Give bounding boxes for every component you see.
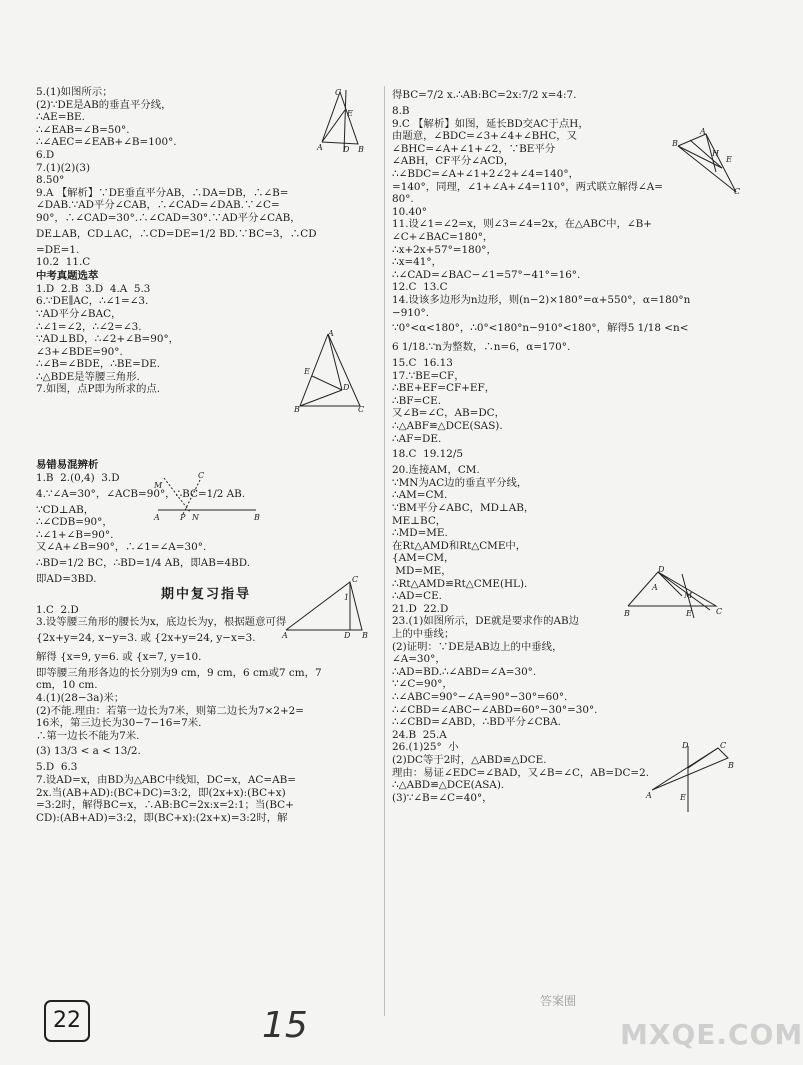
answer-line: ∴Rt△AMD≌Rt△CME(HL).	[392, 577, 528, 590]
svg-text:A: A	[652, 583, 658, 592]
figure-q5-triangle	[316, 86, 364, 156]
svg-text:D: D	[682, 741, 689, 750]
answer-line: 理由：易证∠EDC=∠BAD，又∠B=∠C，AB=DC=2.	[392, 766, 650, 779]
answer-line: ∵BM平分∠ABC，MD⊥AB，	[392, 502, 535, 515]
answer-line: ∴∠ABC=90°−∠A=90°−30°=60°.	[392, 690, 568, 703]
answer-line: ∠C+∠BAC=180°，	[392, 230, 494, 243]
svg-text:M: M	[154, 481, 163, 490]
page-number-badge: 22	[44, 1000, 90, 1042]
answer-line: 3.设等腰三角形的腰长为x，底边长为y，根据题意可得	[36, 616, 287, 629]
midterm-review-title: 期中复习指导	[160, 586, 251, 602]
svg-text:D: D	[658, 565, 665, 574]
answer-line: 又∠A+∠B=90°，∴∠1=∠A=30°.	[36, 541, 207, 554]
answer-line: ∴AD=BD.∴∠ABD=∠A=30°.	[392, 665, 537, 678]
answer-line: =DE=1.	[36, 243, 80, 256]
left-answer-column	[36, 86, 376, 824]
answer-line: 16米，第三边长为30−7−16=7米.	[36, 717, 202, 730]
answer-line: =3:2时，解得BC=x，∴AB:BC=2x:x=2:1；当(BC+	[36, 799, 294, 812]
figure-q7-point-p	[150, 468, 270, 524]
watermark-logo-text: 答案圈	[540, 994, 577, 1008]
svg-text:M: M	[684, 591, 693, 600]
svg-text:A: A	[646, 791, 652, 800]
answer-line: cm，10 cm.	[36, 679, 98, 692]
figure-q9-triangle	[670, 128, 740, 198]
answer-line: ∵CD⊥AB，	[36, 503, 95, 516]
answer-line: 即AD=3BD.	[36, 573, 97, 586]
answer-line: 4.∵∠A=30°，∠ACB=90°，∴BC=1/2 AB.	[36, 487, 246, 500]
svg-text:D: D	[344, 631, 351, 640]
svg-text:E: E	[726, 155, 732, 164]
answer-line: MD=ME，	[392, 565, 452, 577]
answer-line: 10.40°	[392, 205, 427, 218]
figure-right-triangle-cd	[282, 576, 372, 638]
svg-text:E: E	[304, 367, 310, 376]
answer-line: 26.(1)25° 小	[392, 741, 459, 754]
answer-line: ∵AD⊥BD，∴∠2+∠B=90°，	[36, 333, 180, 346]
handwritten-page-note: 15	[262, 1005, 308, 1046]
answer-line: ∴BE+EF=CF+EF，	[392, 382, 496, 395]
watermark: MXQE.COM	[620, 1018, 803, 1051]
svg-text:C: C	[734, 187, 741, 196]
answer-line: 2x.当(AB+AD):(BC+DC)=3:2，即(2x+x):(BC+x)	[36, 786, 286, 799]
answer-line: (2)证明：∵DE是AB边上的中垂线，	[392, 640, 563, 653]
answer-line: ∵0°<α<180°，∴0°<180°n−910°<180°，解得5 1/18 <n<	[392, 322, 689, 335]
answer-line: 9.C 【解析】如图，延长BD交AC于点H，	[392, 117, 589, 130]
answer-line: 上的中垂线；	[392, 627, 455, 640]
svg-text:B: B	[358, 145, 364, 154]
svg-text:N: N	[192, 513, 199, 522]
answer-line: ∴∠BDC=∠A+∠1+2∠2+∠4=140°，	[392, 167, 579, 180]
answer-line: 7.(1)(2)(3)	[36, 161, 91, 174]
answer-line: 18.C 19.12/5	[392, 448, 463, 461]
answer-line: 解得 {x=9, y=6. 或 {x=7, y=10.	[36, 650, 202, 663]
answer-line: 80°.	[392, 193, 414, 206]
svg-text:A: A	[317, 143, 323, 152]
answer-line: (2)∵DE是AB的垂直平分线，	[36, 98, 172, 111]
figure-q6-triangle	[294, 330, 366, 414]
answer-line: 20.连接AM，CM.	[392, 464, 480, 477]
answer-line: (2)DC等于2时，△ABD≌△DCE.	[392, 753, 547, 766]
answer-line: ∠3+∠BDE=90°.	[36, 345, 123, 358]
answer-line: (2)不能.理由：若第一边长为7米，则第二边长为7×2+2=	[36, 704, 305, 717]
answer-line: 24.B 25.A	[392, 728, 447, 741]
answer-line: {AM=CM，	[392, 552, 455, 565]
answer-line: 17.∵BE=CF，	[392, 369, 465, 382]
figure-q20-triangle	[624, 566, 730, 620]
answer-line: ∴∠CBD=∠ABC−∠ABD=60°−30°=30°.	[392, 703, 598, 716]
answer-line: ∴∠1+∠B=90°.	[36, 528, 114, 541]
answer-line: ∠ABH，CF平分∠ACD，	[392, 155, 515, 168]
answer-line: DE⊥AB，CD⊥AC，∴CD=DE=1/2 BD.∵BC=3，∴CD	[36, 227, 317, 240]
answer-line: 23.(1)如图所示，DE就是要求作的AB边	[392, 615, 579, 628]
answer-line: 6.∵DE∥AC，∴∠1=∠3.	[36, 295, 149, 308]
svg-text:A: A	[282, 631, 288, 640]
answer-line: (3) 13/3 < a < 13/2.	[36, 745, 141, 758]
answer-line: =140°，同理，∠1+∠A+∠4=110°，两式联立解得∠A=	[392, 180, 663, 193]
answer-line: 4.(1)(28−3a)米；	[36, 692, 125, 704]
answer-line: 8.50°	[36, 174, 65, 187]
answer-line: 6.D	[36, 148, 55, 161]
answer-line: 在Rt△AMD和Rt△CME中，	[392, 539, 527, 552]
answer-line: ∴∠B=∠BDE，∴BE=DE.	[36, 358, 161, 371]
answer-line: 5.(1)如图所示；	[36, 86, 113, 98]
answer-line: {2x+y=24, x−y=3. 或 {2x+y=24, y−x=3.	[36, 631, 256, 644]
answer-line: 9.A 【解析】∵DE垂直平分AB，∴DA=DB，∴∠B=	[36, 186, 289, 199]
answer-line: ∴AF=DE.	[392, 432, 442, 445]
svg-text:B: B	[728, 761, 734, 770]
answer-line: 90°，∴∠CAD=30°.∴∠CAD=30°.∵AD平分∠CAB，	[36, 211, 301, 224]
svg-text:A: A	[328, 329, 334, 338]
answer-line: ∴∠AEC=∠EAB+∠B=100°.	[36, 136, 177, 149]
answer-line: ∴AD=CE.	[392, 590, 442, 603]
answer-line: ME⊥BC，	[392, 514, 447, 527]
answer-line: −910°.	[392, 306, 430, 319]
answer-line: 5.D 6.3	[36, 761, 78, 774]
answer-line: CD):(AB+AD)=3:2，即(BC+x):(2x+x)=3:2时，解	[36, 811, 288, 824]
svg-text:B: B	[294, 405, 300, 414]
answer-line: ∴AM=CM.	[392, 489, 448, 502]
answer-line: ∴MD=ME.	[392, 527, 448, 540]
svg-text:E: E	[680, 793, 686, 802]
svg-text:C: C	[716, 607, 723, 616]
answer-line: 15.C 16.13	[392, 357, 453, 370]
svg-text:A: A	[700, 127, 706, 136]
svg-text:D: D	[343, 383, 350, 392]
svg-text:C: C	[720, 741, 727, 750]
section-heading-error-analysis: 易错易混辨析	[36, 459, 99, 472]
svg-text:C: C	[352, 575, 359, 584]
answer-line: 7.如图，点P即为所求的点.	[36, 383, 161, 396]
svg-text:E: E	[347, 109, 353, 118]
svg-text:1: 1	[344, 593, 350, 602]
answer-line: ∴第一边长不能为7米.	[36, 729, 140, 742]
answer-line: ∴∠CAD=∠BAC−∠1=57°−41°=16°.	[392, 268, 581, 281]
figure-q23-triangle	[646, 740, 736, 818]
answer-line: (3)∵∠B=∠C=40°，	[392, 791, 493, 804]
answer-line: ∴∠CBD=∠ABD，∴BD平分∠CBA.	[392, 716, 561, 729]
answer-line: 10.2 11.C	[36, 256, 91, 269]
answer-line: 12.C 13.C	[392, 281, 448, 294]
answer-line: 1.D 2.B 3.D 4.A 5.3	[36, 282, 151, 295]
answer-line: ∠A=30°，	[392, 653, 446, 666]
svg-text:B: B	[362, 631, 368, 640]
answer-line: ∠BHC=∠A+∠1+∠2，∵BE平分	[392, 142, 556, 155]
svg-text:C: C	[198, 471, 205, 480]
svg-text:D: D	[343, 145, 350, 154]
answer-line: 11.设∠1=∠2=x，则∠3=∠4=2x，在△ABC中，∠B+	[392, 218, 653, 231]
answer-line: 得BC=7/2 x.∴AB:BC=2x:7/2 x=4:7.	[392, 89, 577, 101]
answer-line: ∴BD=1/2 BC，∴BD=1/4 AB，即AB=4BD.	[36, 557, 251, 570]
answer-line: ∴x=41°，	[392, 256, 442, 269]
svg-text:B: B	[254, 513, 260, 522]
answer-line: ∴∠CDB=90°，	[36, 516, 113, 529]
answer-line: ∴x+2x+57°=180°，	[392, 243, 497, 256]
answer-line: 7.设AD=x，由BD为△ABC中线知，DC=x，AC=AB=	[36, 773, 296, 786]
svg-text:B: B	[624, 609, 630, 618]
answer-line: ∴△ABF≌△DCE(SAS).	[392, 420, 503, 433]
svg-text:C: C	[335, 88, 342, 97]
answer-line: ∴AE=BE.	[36, 111, 85, 124]
answer-line: ∵∠C=90°，	[392, 678, 453, 691]
answer-line: ∵AD平分∠BAC，	[36, 307, 122, 320]
section-heading-exam-selection: 中考真题选萃	[36, 269, 99, 282]
answer-line: ∵MN为AC边的垂直平分线，	[392, 476, 528, 489]
answer-line: 8.B	[392, 105, 410, 117]
answer-line: ∴∠EAB=∠B=50°.	[36, 123, 130, 136]
svg-text:H: H	[712, 149, 719, 158]
svg-text:E: E	[686, 609, 692, 618]
svg-text:B: B	[672, 139, 678, 148]
answer-line: 又∠B=∠C，AB=DC，	[392, 407, 506, 420]
answer-line: ∴△BDE是等腰三角形.	[36, 370, 140, 383]
answer-line: ∴∠1=∠2，∴∠2=∠3.	[36, 320, 142, 333]
answer-line: ∠DAB.∵AD平分∠CAB，∴∠CAD=∠DAB.∵∠C=	[36, 199, 280, 212]
svg-text:C: C	[358, 405, 365, 414]
svg-text:A: A	[154, 513, 160, 522]
answer-line: 1.C 2.D	[36, 603, 79, 616]
answer-line: 14.设该多边形为n边形，则(n−2)×180°=α+550°，α=180°n	[392, 293, 691, 306]
answer-line: ∴BF=CE.	[392, 394, 442, 407]
answer-line: 21.D 22.D	[392, 602, 449, 615]
column-divider	[384, 86, 385, 1016]
answer-line: 由题意，∠BDC=∠3+∠4+∠BHC，又	[392, 130, 578, 143]
answer-line: 1.B 2.(0,4) 3.D	[36, 472, 120, 485]
answer-line: 6 1/18.∵n为整数，∴n=6，α=170°.	[392, 341, 571, 354]
svg-text:P: P	[180, 513, 186, 522]
answer-line: ∴△ABD≌△DCE(ASA).	[392, 779, 505, 792]
answer-line: 即等腰三角形各边的长分别为9 cm，9 cm，6 cm或7 cm，7	[36, 666, 322, 679]
